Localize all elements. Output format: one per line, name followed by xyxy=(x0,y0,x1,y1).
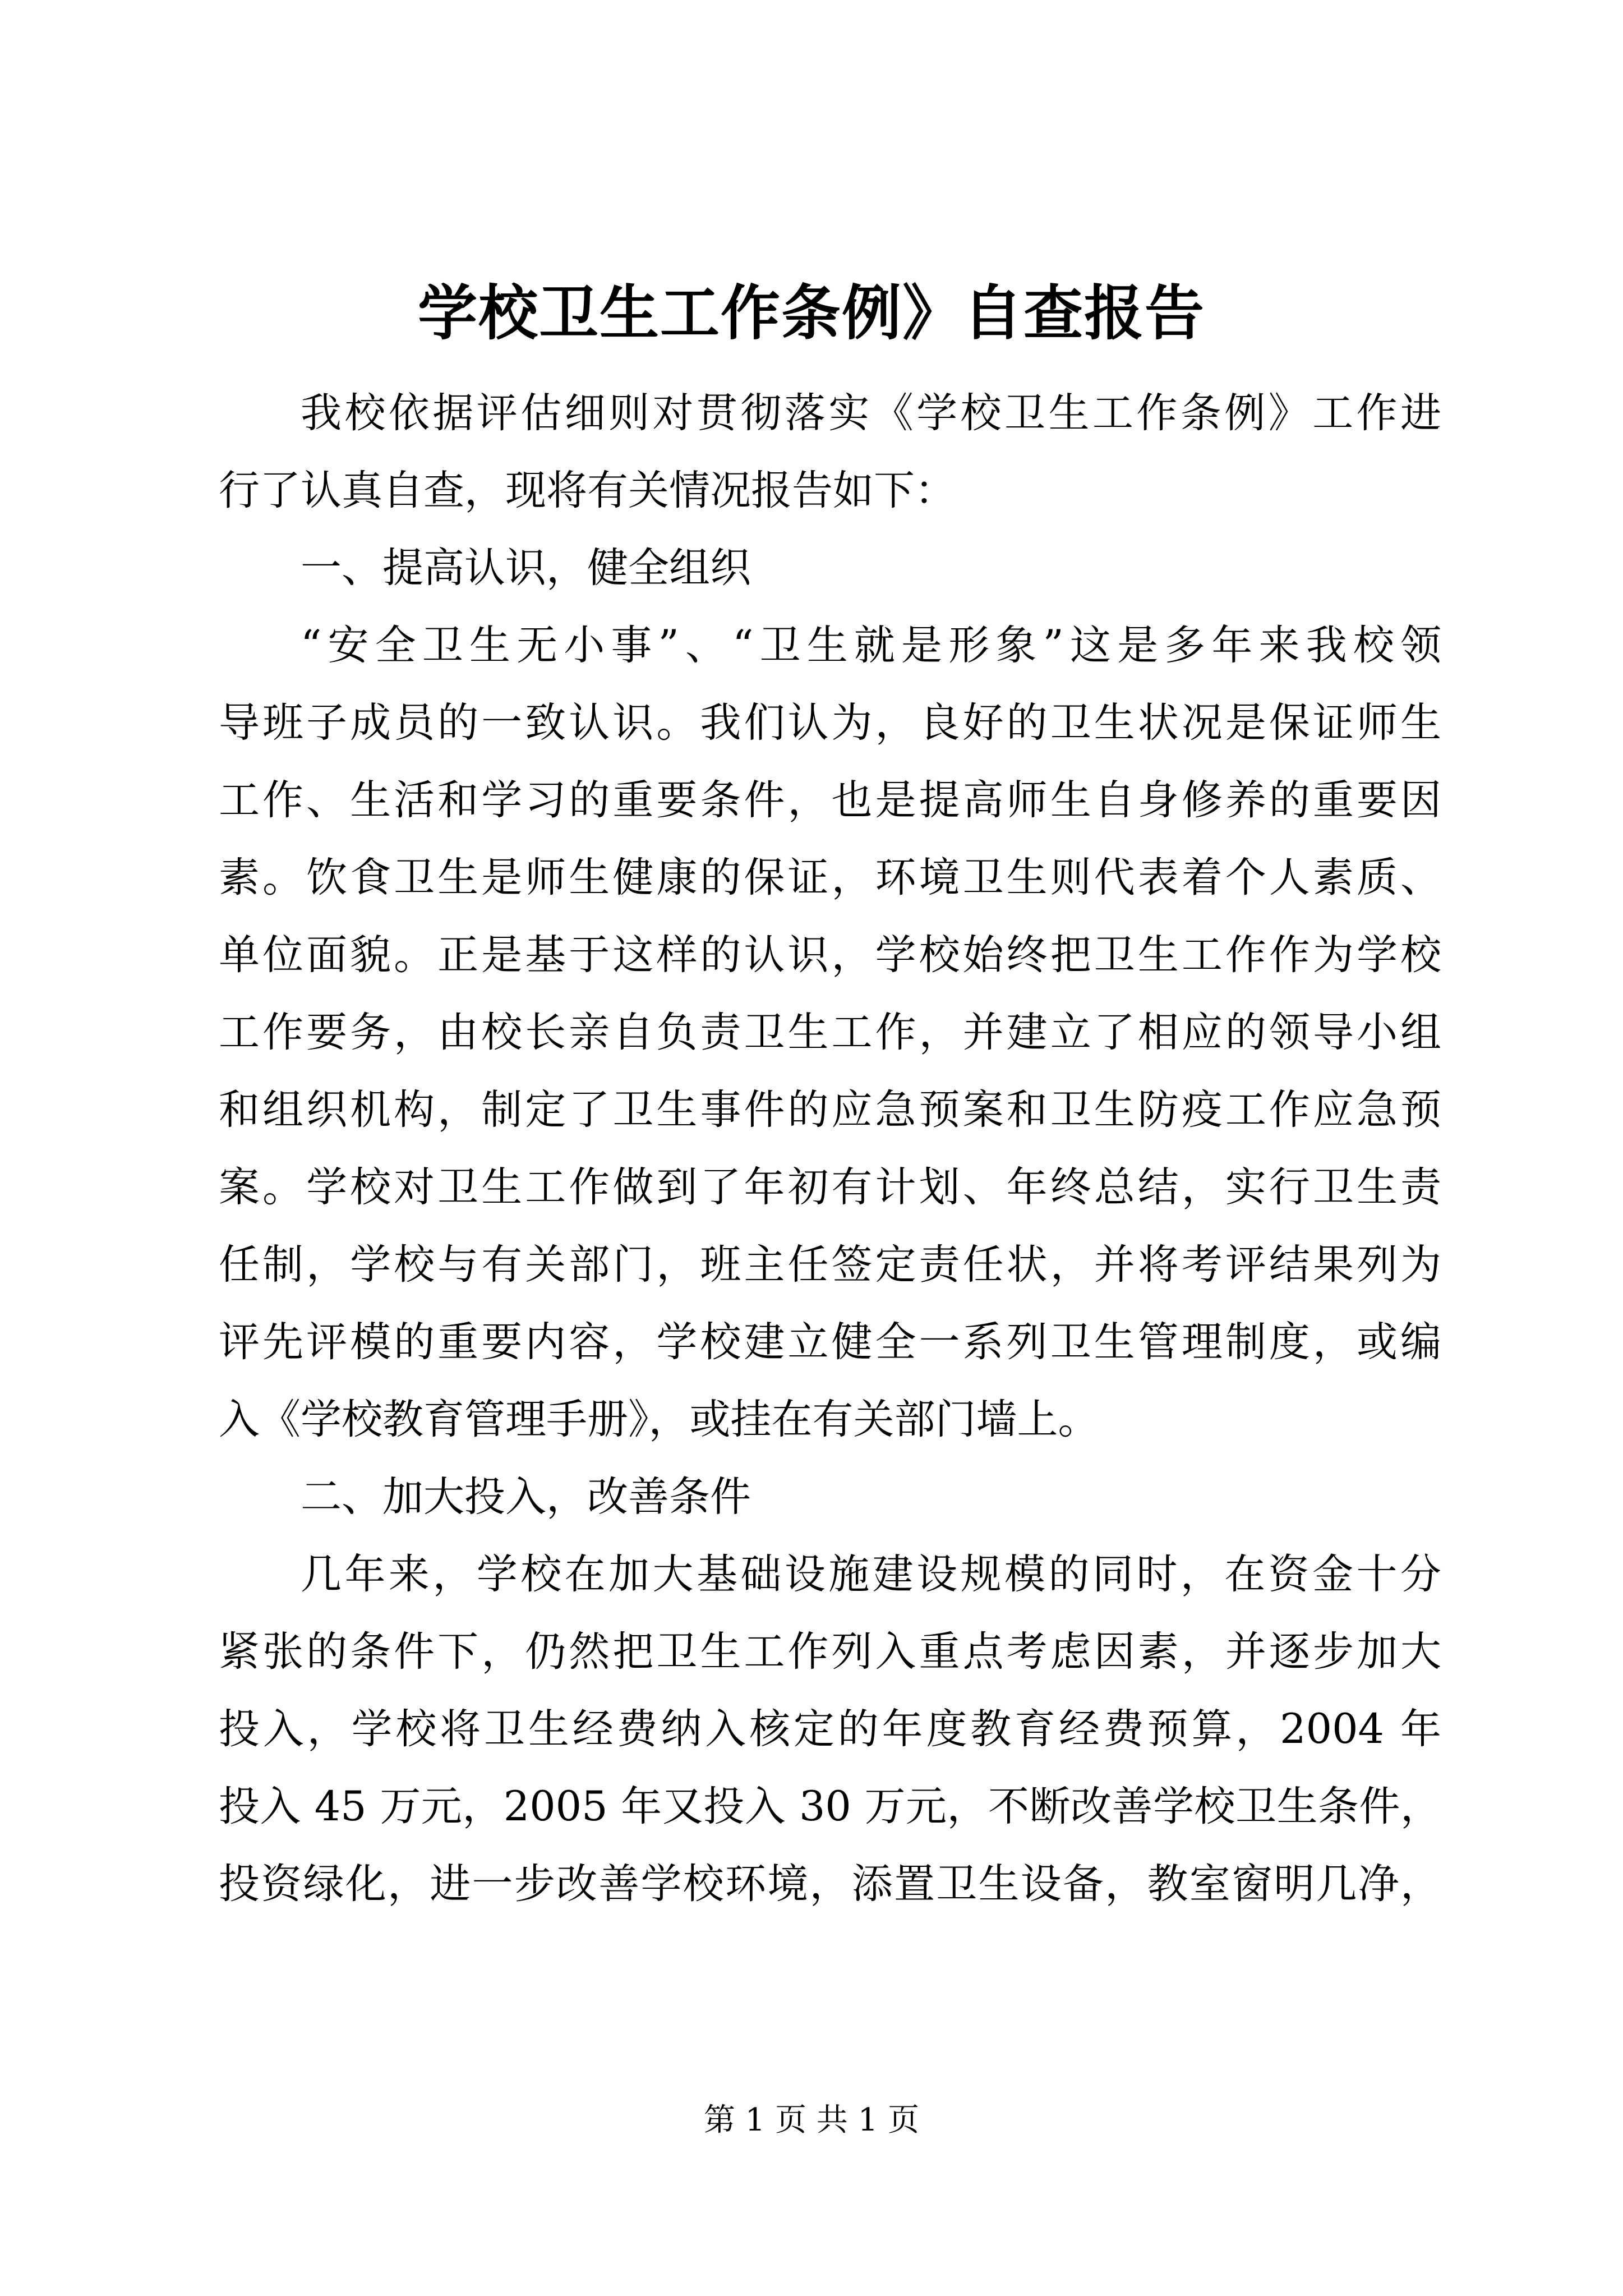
body-line: 入《学校教育管理手册》，或挂在有关部门墙上。 xyxy=(219,1396,1099,1443)
section-heading: 二、加大投入，改善条件 xyxy=(301,1473,751,1521)
section-heading: 一、提高认识，健全组织 xyxy=(301,544,751,592)
body-line: 任制，学校与有关部门，班主任签定责任状，并将考评结果列为 xyxy=(219,1241,1441,1289)
body-line: 几年来，学校在加大基础设施建设规模的同时，在资金十分 xyxy=(301,1550,1441,1598)
page-footer: 第 1 页 共 1 页 xyxy=(703,2102,920,2138)
body-line: 单位面貌。正是基于这样的认识，学校始终把卫生工作作为学校 xyxy=(219,931,1441,979)
body-line: 案。学校对卫生工作做到了年初有计划、年终总结，实行卫生责 xyxy=(219,1163,1441,1211)
body-line: 紧张的条件下，仍然把卫生工作列入重点考虑因素，并逐步加大 xyxy=(219,1628,1441,1676)
body-line: 评先评模的重要内容，学校建立健全一系列卫生管理制度，或编 xyxy=(219,1318,1441,1366)
body-line: 导班子成员的一致认识。我们认为，良好的卫生状况是保证师生 xyxy=(219,699,1441,747)
body-line: 我校依据评估细则对贯彻落实《学校卫生工作条例》工作进 xyxy=(301,389,1441,437)
page-title: 学校卫生工作条例》自查报告 xyxy=(418,278,1205,348)
body-line: 投入 45 万元，2005 年又投入 30 万元，不断改善学校卫生条件， xyxy=(219,1783,1441,1830)
body-line: 工作、生活和学习的重要条件，也是提高师生自身修养的重要因 xyxy=(219,776,1441,824)
body-line: 工作要务，由校长亲自负责卫生工作，并建立了相应的领导小组 xyxy=(219,1009,1441,1056)
body-line: 投资绿化，进一步改善学校环境，添置卫生设备，教室窗明几净， xyxy=(219,1860,1441,1908)
body-line: 和组织机构，制定了卫生事件的应急预案和卫生防疫工作应急预 xyxy=(219,1086,1441,1134)
body-line: 行了认真自查，现将有关情况报告如下： xyxy=(219,467,956,514)
body-line: 素。饮食卫生是师生健康的保证，环境卫生则代表着个人素质、 xyxy=(219,854,1441,901)
body-line: “安全卫生无小事”、“卫生就是形象”这是多年来我校领 xyxy=(301,622,1441,669)
body-line: 投入，学校将卫生经费纳入核定的年度教育经费预算，2004 年 xyxy=(219,1705,1441,1753)
